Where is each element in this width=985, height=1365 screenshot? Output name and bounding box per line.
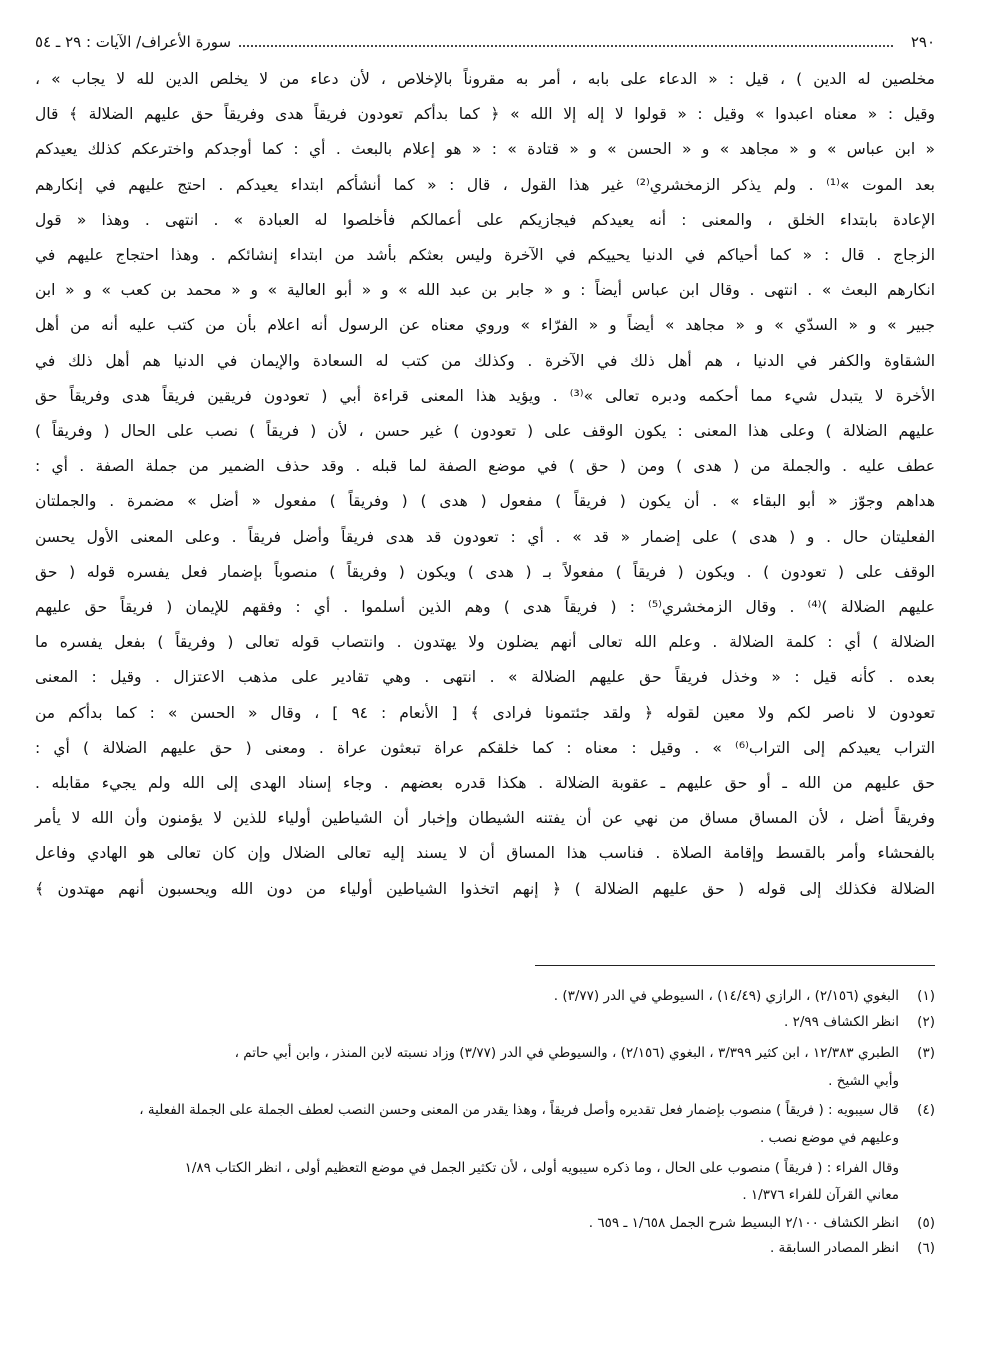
footnote-5 <box>35 1213 935 1233</box>
footnote-4 <box>35 1100 935 1120</box>
text-line: وقيل : « معناه اعبدوا » وقيل : « قولوا لا إله إلا الله » ﴿ كما بدأكم تعودون فريقاً هدى وفريقاً حق عليهم الضلالة ﴾ قال <box>35 105 935 124</box>
text-line: مخلصين له الدين ) ، قيل : « الدعاء على بابه ، أمر به مقروناً بالإخلاص ، لأن دعاء من لا يخلص الدين لله لا يجاب » ، <box>35 70 935 88</box>
footnote-text: البغوي (٢/١٥٦) ، الرازي (١٤/٤٩) ، السيوطي في الدر (٣/٧٧) . <box>553 988 899 1004</box>
text-line: هداهم وجوّز « أبو البقاء » . أن يكون ( فريقاً ) مفعول ( هدى ) ( وفريقاً ) مفعول « أضل » مضمرة . والجملتان <box>35 492 935 511</box>
text-line: الفعليتان حال . و ( هدى ) على إضمار « قد » . أي : تعودون قد هدى فريقاً وأضل فريقاً . وعلى المعنى الأول يحسن <box>35 527 935 546</box>
text-line: انكارهم البعث » . انتهى . وقال ابن عباس أيضاً : و « جابر بن عبد الله » و « أبو العالية » و « محمد بن كعب » و « ابن <box>35 281 935 300</box>
text-line: عليهم الضلالة ) وعلى هذا المعنى : يكون الوقف على ( تعودون ) غير حسن ، لأن ( فريقاً ) نصب على الحال ( وفريقاً ) <box>35 422 935 440</box>
footnote-text: انظر المصادر السابقة . <box>769 1240 899 1256</box>
footnote-text: الطبري ١٢/٣٨٣ ، ابن كثير ٣/٣٩٩ ، البغوي (٢/١٥٦) ، والسيوطي في الدر (٣/٧٧) وزاد نسبته لابن المنذر ، وابن أبي حاتم ، <box>234 1045 899 1061</box>
page-number: ٢٩٠ <box>910 33 935 51</box>
text-line: الضلالة فكذلك إلى قوله ( حق عليهم الضلالة ) ﴿ إنهم اتخذوا الشياطين أولياء من دون الله ويحسبون أنهم مهتدون ﴾ <box>35 879 935 898</box>
footnote-number: (٦) <box>917 1240 935 1256</box>
text-line: بعد الموت »⁽¹⁾ . ولم يذكر الزمخشري⁽²⁾ غير هذا القول ، قال : « كما أنشأكم ابتداء يعيدكم . احتج عليهم في إنكارهم <box>35 175 935 194</box>
text-line: الشقاوة والكفر في الدنيا ، هم أهل ذلك في الآخرة . وكذلك من كتب له السعادة والإيمان في الدنيا هم أهل ذلك في <box>35 351 935 370</box>
text-line: جبير » و « السدّي » و « مجاهد » أيضاً و « الفرّاء » وروي معناه عن الرسول أنه اعلام بأن من كتب عليه أنه من أهل <box>35 316 935 335</box>
footnote-number: (٢) <box>917 1014 935 1030</box>
text-line: الأخرة لا يتبدل شيء مما أحكمه ودبره تعالى »⁽³⁾ . ويؤيد هذا المعنى قراءة أبي ( تعودون فريقين فريقاً هدى وفريقاً حق <box>35 386 935 405</box>
footnote-6 <box>35 1238 935 1258</box>
footnote-number: (٥) <box>917 1215 935 1231</box>
footnote-1 <box>35 986 935 1006</box>
text-line: عطف عليه . والجملة من ( هدى ) ومن ( حق ) في موضع الصفة لما قبله . وقد حذف الضمير من جملة الصفة . أي : <box>35 457 935 476</box>
footnote-text: قال سيبويه : ( فريقاً ) منصوب بإضمار فعل تقديره وأصل فريقاً ، وهذا يقدر من المعنى وحسن النصب لعطف الجملة على الجملة الفعلية ، <box>139 1102 899 1118</box>
footnote-4-cont2: وقال الفراء : ( فريقاً ) منصوب على الحال ، وما ذكره سيبويه أولى ، لأن تكثير الجمل في موضع التعظيم أولى ، انظر الكتاب ١/٨٩ <box>184 1160 899 1176</box>
footnote-3 <box>35 1043 935 1063</box>
footnote-number: (٤) <box>917 1102 935 1118</box>
text-line: الوقف على ( تعودون ) . ويكون ( فريقاً ) مفعولاً بـ ( هدى ) ويكون ( وفريقاً ) منصوباً بإضمار فعل يفسره قوله ( حق <box>35 562 935 581</box>
text-line: حق عليهم من الله ـ أو حق عليهم ـ عقوبة الضلالة . هكذا قدره بعضهم . وجاء إسناد الهدى إلى الله ولم يجيء مقابله . <box>35 774 935 792</box>
text-line: الزجاج . قال : « كما أحياكم في الدنيا يحييكم في الآخرة وليس بعثكم بأشد من ابتداء إنشائكم . وهذا احتجاج عليهم في <box>35 246 935 264</box>
text-line: تعودون لا ناصر لكم ولا معين لقوله ﴿ ولقد جئتمونا فرادى ﴾ [ الأنعام : ٩٤ ] ، وقال « الحسن » : كما بدأكم من <box>35 703 936 722</box>
text-line: « ابن عباس » و « مجاهد » و « الحسن » و « قتادة » : « هو إعلام بالبعث . أي : كما أوجدكم واخترعكم كذلك يعيدكم <box>35 140 935 159</box>
header-title: سورة الأعراف/ الآيات : ٢٩ ـ ٥٤ <box>35 33 232 51</box>
text-line: بعده . كأنه قيل : « وخذل فريقاً حق عليهم الضلالة » . انتهى . وهي تقادير على مذهب الاعتزال . وقيل : المعنى <box>35 668 935 687</box>
header-dot-leader <box>239 45 893 47</box>
footnote-separator <box>535 965 935 966</box>
footnote-number: (٣) <box>917 1045 935 1061</box>
footnote-text: انظر الكشاف ٢/١٠٠ البسيط شرح الجمل ١/٦٥٨ ـ ٦٥٩ . <box>588 1215 899 1231</box>
footnote-2 <box>35 1012 935 1032</box>
running-header <box>35 30 935 54</box>
footnote-4-cont: وعليهم في موضع نصب . <box>759 1130 899 1146</box>
footnote-4-cont3: معاني القرآن للفراء ١/٣٧٦ . <box>742 1187 899 1203</box>
text-line: وفريقاً أضل ، لأن المساق مساق من نهي عن أن يفتنه الشيطان وإخبار أن الشياطين أولياء للذين لا يؤمنون وأن الله لا يأمر <box>35 809 935 828</box>
footnote-text: انظر الكشاف ٢/٩٩ . <box>784 1014 899 1030</box>
footnote-number: (١) <box>917 988 935 1004</box>
footnote-3-cont: وأبي الشيخ . <box>828 1073 899 1089</box>
text-line: التراب يعيدكم إلى التراب⁽⁶⁾ » . وقيل : معناه : كما خلقكم عراة تبعثون عراة . ومعنى ( حق عليهم الضلالة ) أي : <box>35 738 935 757</box>
text-line: بالفحشاء وأمر بالقسط وإقامة الصلاة . فناسب هذا المساق أن لا يسند إليه تعالى الضلال وإن كان تعالى هو الهادي وفاعل <box>35 844 935 863</box>
text-line: عليهم الضلالة )⁽⁴⁾ . وقال الزمخشري⁽⁵⁾ : ( فريقاً هدى ) وهم الذين أسلموا . أي : وفقهم للإيمان ( فريقاً حق عليهم <box>35 598 935 616</box>
text-line: الإعادة بابتداء الخلق ، والمعنى : أنه يعيدكم فيجازيكم على أعمالكم فأخلصوا له العبادة » . انتهى . وهذا « قول <box>35 210 935 229</box>
text-line: الضلالة ) أي : كلمة الضلالة . وعلم الله تعالى أنهم يضلون ولا يهتدون . وانتصاب قوله تعالى ( وفريقاً ) بفعل يفسره ما <box>35 633 935 652</box>
